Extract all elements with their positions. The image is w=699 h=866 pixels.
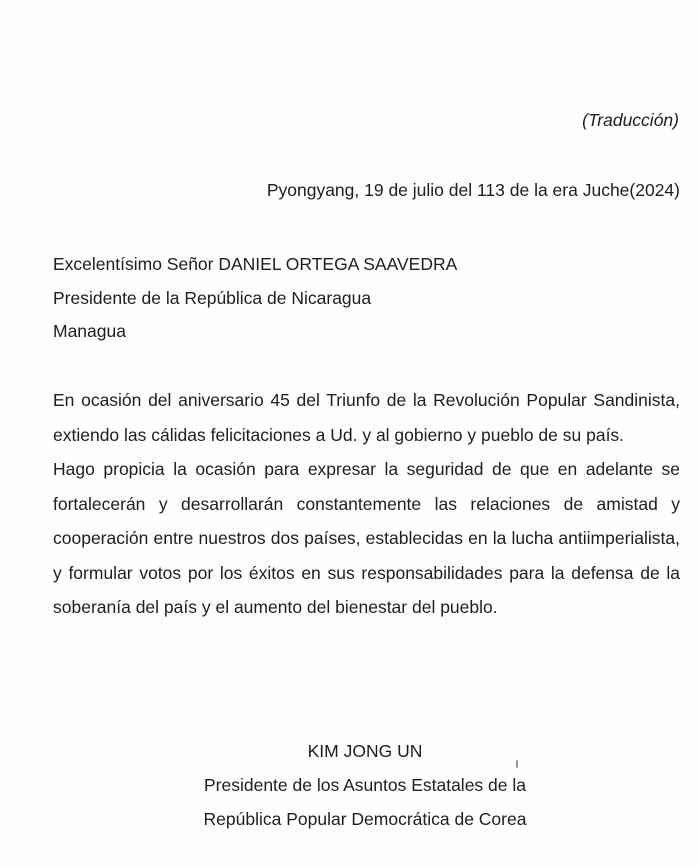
ink-speck [516,760,518,768]
letter-body [53,383,680,625]
signatory-country: República Popular Democrática de Corea [203,809,527,829]
place-and-date: Pyongyang, 19 de julio del 113 de la era Juche(2024) [266,180,680,200]
addressee-name: Excelentísimo Señor DANIEL ORTEGA SAAVEDRA [53,254,458,274]
body-paragraph: En ocasión del aniversario 45 del Triunfo de la Revolución Popular Sandinista, extiendo las cálidas felicitaciones a Ud. y al gobierno y pueblo de su país. [53,390,680,445]
addressee-block [53,248,457,349]
translation-note: (Traducción) [582,110,679,130]
body-paragraph: Hago propicia la ocasión para expresar la seguridad de que en adelante se fortalecerán y desarrollarán constantemente las relaciones de amistad y cooperación entre nuestros dos países, establecidas en la lucha antiimperialista, y formular votos por los éxitos en sus responsabilidades para la defensa de la soberanía del país y el aumento del bienestar del pueblo. [53,459,680,617]
addressee-title: Presidente de la República de Nicaragua [53,287,372,308]
signatory-title: Presidente de los Asuntos Estatales de la [203,775,526,795]
signatory-name: KIM JONG UN [307,741,423,761]
signature-block [0,734,699,836]
addressee-city: Managua [53,321,126,341]
